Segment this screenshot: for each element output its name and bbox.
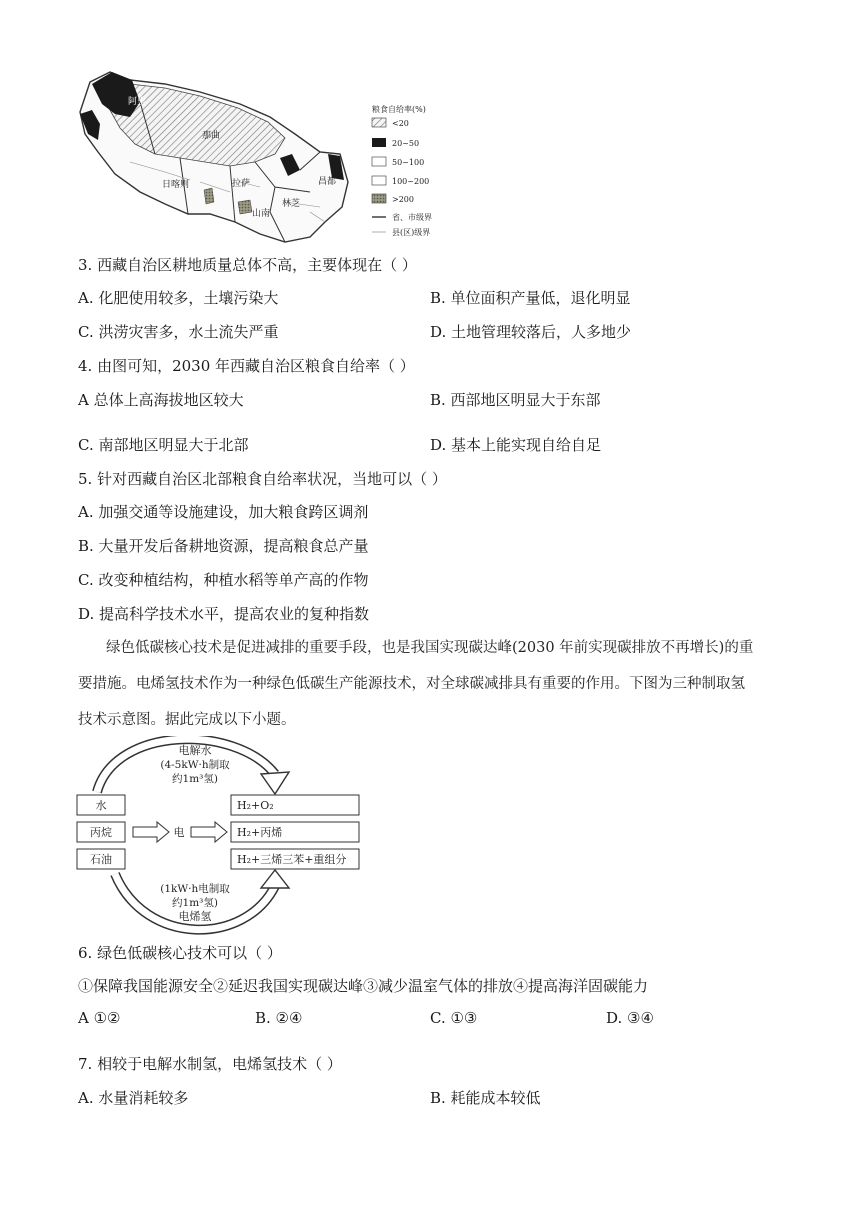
option-a: A. 加强交通等设施建设，加大粮食跨区调剂: [78, 503, 369, 521]
middle-label: 电: [173, 826, 185, 839]
legend-title: 粮食自给率(%): [372, 105, 426, 114]
top-arrow-label-1: 电解水: [178, 744, 212, 757]
question-stem: 6. 绿色低碳核心技术可以（ ）: [78, 944, 282, 962]
option-d: D. 土地管理较落后，人多地少: [430, 323, 632, 341]
top-arrow-label-3: 约1m³氢): [172, 773, 218, 785]
legend-item-7: 县(区)级界: [392, 228, 431, 237]
high-rate-patch-2: [238, 200, 252, 214]
region-label-shigatse: 日喀则: [162, 180, 190, 190]
option-b: B. 大量开发后备耕地资源，提高粮食总产量: [78, 537, 369, 555]
output-propane: H₂+丙烯: [237, 826, 283, 839]
question-stem: 5. 针对西藏自治区北部粮食自给率状况，当地可以（ ）: [78, 470, 447, 488]
option-b: B. 西部地区明显大于东部: [430, 391, 601, 409]
hydrogen-production-diagram: [75, 736, 367, 936]
legend-item-1: <20: [392, 119, 409, 128]
option-a: A. 水量消耗较多: [78, 1089, 189, 1107]
legend-item-3: 50~100: [392, 158, 425, 167]
legend-item-2: 20~50: [392, 139, 420, 148]
passage-line-1: 绿色低碳核心技术是促进减排的重要手段，也是我国实现碳达峰(2030 年前实现碳排放不再增长)的重: [106, 640, 754, 656]
option-d: D. ③④: [606, 1009, 654, 1027]
passage-line-2: 要措施。电烯氢技术作为一种绿色低碳生产能源技术，对全球碳减排具有重要的作用。下图为三种制取氢: [78, 676, 745, 692]
output-oil: H₂+三烯三苯+重组分: [237, 853, 347, 866]
question-stem: 7. 相较于电解水制氢，电烯氢技术（ ）: [78, 1055, 342, 1073]
bottom-arrow-label-1: (1kW·h电制取: [160, 883, 230, 895]
option-a: A ①②: [78, 1009, 121, 1027]
input-water: 水: [95, 799, 107, 812]
input-propane: 丙烷: [90, 826, 112, 839]
region-label-lhasa: 拉萨: [232, 179, 251, 189]
option-b: B. 耗能成本较低: [430, 1089, 541, 1107]
region-label-shannan: 山南: [252, 209, 271, 219]
region-label-nyingchi: 林芝: [282, 199, 301, 209]
tibet-grain-map: [70, 62, 455, 244]
option-b: B. 单位面积产量低，退化明显: [430, 289, 631, 307]
legend-item-6: 省、市级界: [392, 213, 432, 222]
top-arrow-label-2: (4-5kW·h制取: [160, 759, 230, 771]
middle-arrow-left: [133, 822, 169, 842]
option-d: D. 基本上能实现自给自足: [430, 436, 602, 454]
high-rate-patch-1: [204, 188, 214, 204]
option-c: C. 南部地区明显大于北部: [78, 436, 249, 454]
region-label-nagqu: 那曲: [202, 131, 221, 141]
question-statements: ①保障我国能源安全②延迟我国实现碳达峰③减少温室气体的排放④提高海洋固碳能力: [78, 977, 649, 995]
reading-passage: [78, 630, 783, 738]
option-b: B. ②④: [255, 1009, 303, 1027]
question-stem: 4. 由图可知，2030 年西藏自治区粮食自给率（ ）: [78, 357, 415, 375]
option-a: A 总体上高海拔地区较大: [78, 391, 244, 409]
output-water: H₂+O₂: [237, 799, 274, 812]
option-d: D. 提高科学技术水平，提高农业的复种指数: [78, 605, 370, 623]
region-label-chamdo: 昌都: [318, 177, 337, 187]
option-a: A. 化肥使用较多，土壤污染大: [78, 289, 279, 307]
legend-item-5: >200: [392, 195, 414, 204]
option-c: C. 改变种植结构，种植水稻等单产高的作物: [78, 571, 369, 589]
legend-item-4: 100~200: [392, 177, 430, 186]
question-stem: 3. 西藏自治区耕地质量总体不高，主要体现在（ ）: [78, 256, 417, 274]
top-arrow-head: [261, 772, 289, 794]
input-oil: 石油: [90, 853, 112, 866]
bottom-arrow-head: [261, 870, 289, 888]
option-c: C. 洪涝灾害多，水土流失严重: [78, 323, 279, 341]
bottom-arrow-label-3: 电烯氢: [178, 910, 212, 923]
map-legend: [372, 104, 432, 237]
middle-arrow-right: [191, 822, 227, 842]
bottom-arrow-label-2: 约1m³氢): [172, 897, 218, 909]
passage-line-3: 技术示意图。据此完成以下小题。: [78, 712, 296, 728]
option-c: C. ①③: [430, 1009, 478, 1027]
region-label-ali: 阿里: [128, 97, 147, 107]
